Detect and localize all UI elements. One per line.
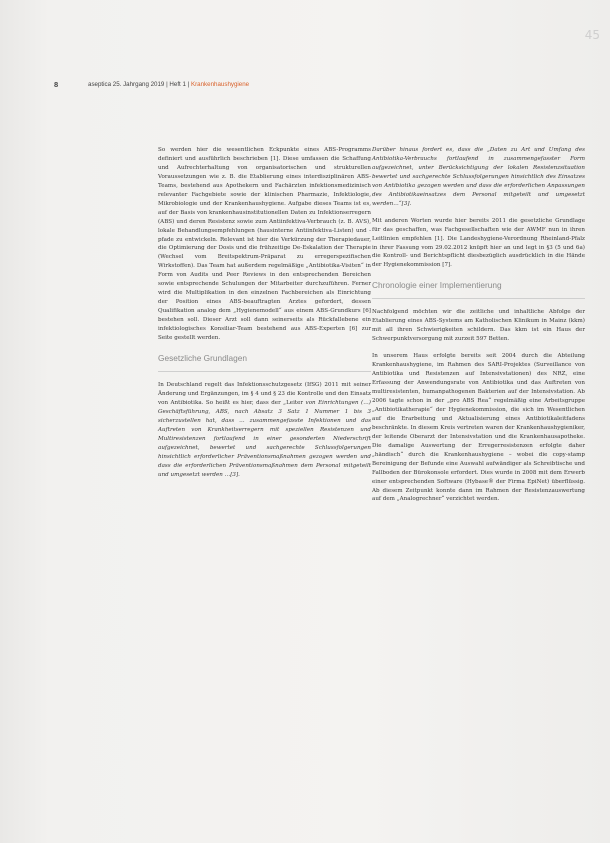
heading-rule	[372, 298, 585, 299]
left-paragraph-2-text: In Deutschland regelt das Infektionsschutzgesetz (IfSG) 2011 mit seiner Änderung und Ergänzungen, im § 4 und § 23 die Kontrolle und den Einsatz von Antibiotika. So heißt es hier, dass der „Leiter	[158, 381, 371, 406]
journal-info: aseptica 25. Jahrgang 2019 | Heft 1 |	[88, 81, 191, 88]
running-header	[54, 80, 570, 92]
heading-rule	[158, 371, 371, 372]
left-column	[158, 146, 371, 479]
right-paragraph-2: Mit anderen Worten wurde hier bereits 2011 die gesetzliche Grundlage für das geschaffen, was Fachgesellschaften wie der AWMF nun in ihren Leitlinien empfehlen [1]. Die Landeshygiene-Verordnung Rheinland-Pfalz in ihrer Fassung vom 29.02.2012 knüpft hier an und legt in §3 (5 und 6a) die Kontroll- und Berichtspflicht diesbezüglich ausdrücklich in die Hände der Hygienekommission [7].	[372, 217, 585, 269]
section-heading-chronology: Chronologie einer Implementierung	[372, 280, 502, 291]
left-paragraph-2	[158, 381, 371, 479]
left-paragraph-1: So werden hier die wesentlichen Eckpunkte eines ABS-Programms definiert und ausführlich beschrieben [1]. Diese umfassen die Schaffung und Aufrechterhaltung von organisatorischen und strukturellen Voraussetzungen wie z. B. die Etablierung eines interdisziplinären ABS-Teams, bestehend aus Apothekern und Fachärzten infektionsmedizinisch relevanter Fachgebiete sowie der klinischen Pharmazie, Infektiologie, Mikrobiologie und der Krankenhaushygiene. Aufgabe dieses Teams ist es, auf der Basis von krankenhausinstitutionellen Daten zu Infektionserregern (ABS) und deren Resistenz sowie zum Antiinfektiva-Verbrauch (z. B. AVS), lokale Behandlungsempfehlungen (hausinterne Antiinfektiva-Listen) und -pfade zu entwickeln. Relevant ist hier die Verkürzung der Therapiedauer, die Optimierung der Dosis und die frühzeitige De-Eskalation der Therapie (Wechsel vom Breitspektrum-Präparat zu erregerspezifischen Wirkstoffen). Das Team hat außerdem regelmäßige „Antibiotika-Visiten“ in Form von Audits und Peer Reviews in den entsprechenden Bereichen sowie entsprechende Schulungen der Mitarbeiter durchzuführen. Ferner wird die Multiplikation in den einzelnen Fachbereichen als Einrichtung der Position eines ABS-beauftragten Arztes gefordert, dessen Qualifikation analog dem „Hygienemodell“ aus einem ABS-Grundkurs [6] bestehen soll. Dieser Arzt soll dann seinerseits als Rückfallebene ein infektiologisches Konsiliar-Team bestehend aus ABS-Experten [6] zur Seite gestellt werden.	[158, 147, 371, 342]
section-heading-legal: Gesetzliche Grundlagen	[158, 352, 248, 363]
right-column	[372, 146, 585, 512]
right-paragraph-1: Darüber hinaus fordert es, dass die „Daten zu Art und Umfang des Antibiotika-Verbrauchs fortlaufend in zusammengefasster Form aufgezeichnet, unter Berücksichtigung der lokalen Resistenzsituation bewertet und sachgerechte Schlussfolgerungen hinsichtlich des Einsatzes von Antibiotika gezogen werden und dass die erforderlichen Anpassungen des Antibiotikaeinsatzes dem Personal mitgeteilt und umgesetzt werden…“[3].	[372, 147, 585, 207]
left-paragraph-2-quote: von Einrichtungen (…) Geschäftsführung, ABS, nach Absatz 3 Satz 1 Nummer 1 bis 3 sicherzustellen hat, dass … zusammengefasste Infektionen und das Auftreten von Krankheitserregern mit speziellen Resistenzen und Multiresistenzen fortlaufend in einer gesonderten Niederschrift aufgezeichnet, bewertet und sachgerechte Schlussfolgerungen hinsichtlich erforderlicher Präventionsmaßnahmen gezogen werden und dass die erforderlichen Präventionsmaßnahmen dem Personal mitgeteilt und umgesetzt werden …[3].	[158, 399, 371, 478]
page-number: 8	[54, 80, 59, 89]
right-paragraph-4: In unserem Haus erfolgte bereits seit 2004 durch die Abteilung Krankenhaushygiene, im Rahmen des SARI-Projektes (Surveillance von Antibiotika und Resistenzen auf Intensivstationen) des NRZ, eine Erfassung der Anwendungsrate von Antibiotika und das Auftreten von multiresistenten, humanpathogenen Bakterien auf der Intensivstation. Ab 2006 tagte schon in der „pro ABS Rea“ regelmäßig eine Arbeitsgruppe „Antibiotikatherapie“ der Hygienekommission, die sich im Wesentlichen auf die Erarbeitung und Aktualisierung eines Antibiotikaleitfadens beschränkte. In diesem Kreis vertreten waren der Krankenhaushygieniker, der leitende Oberarzt der Intensivstation und die Krankenhausapotheke. Die damalige Auswertung der Erregerresistenzen erfolgte daher „händisch“ durch die Krankenhaushygiene – wobei die copy-stamp Bereinigung der Befunde eine Auswahl aufwändiger als Schreibtische und Fallboden der Bürokonsole erfordert. Dies wurde in 2008 mit dem Erwerb einer entsprechenden Software (Hybase® der Firma EpiNet) überflüssig. Ab diesem Zeitpunkt konnte dann im Rahmen der Resistenzauswertung auf dem „Analogrechner“ verzichtet werden.	[372, 353, 585, 503]
journal-line	[88, 81, 249, 88]
page-corner-mark: 45	[584, 28, 600, 42]
section-name: Krankenhaushygiene	[190, 81, 250, 88]
right-paragraph-3: Nachfolgend möchten wir die zeitliche und inhaltliche Abfolge der Etablierung eines ABS-Systems am Katholischen Klinikum in Mainz (kkm) mit all ihren Schwierigkeiten schildern. Das kkm ist ein Haus der Schwerpunktversorgung mit zurzeit 597 Betten.	[372, 309, 585, 343]
